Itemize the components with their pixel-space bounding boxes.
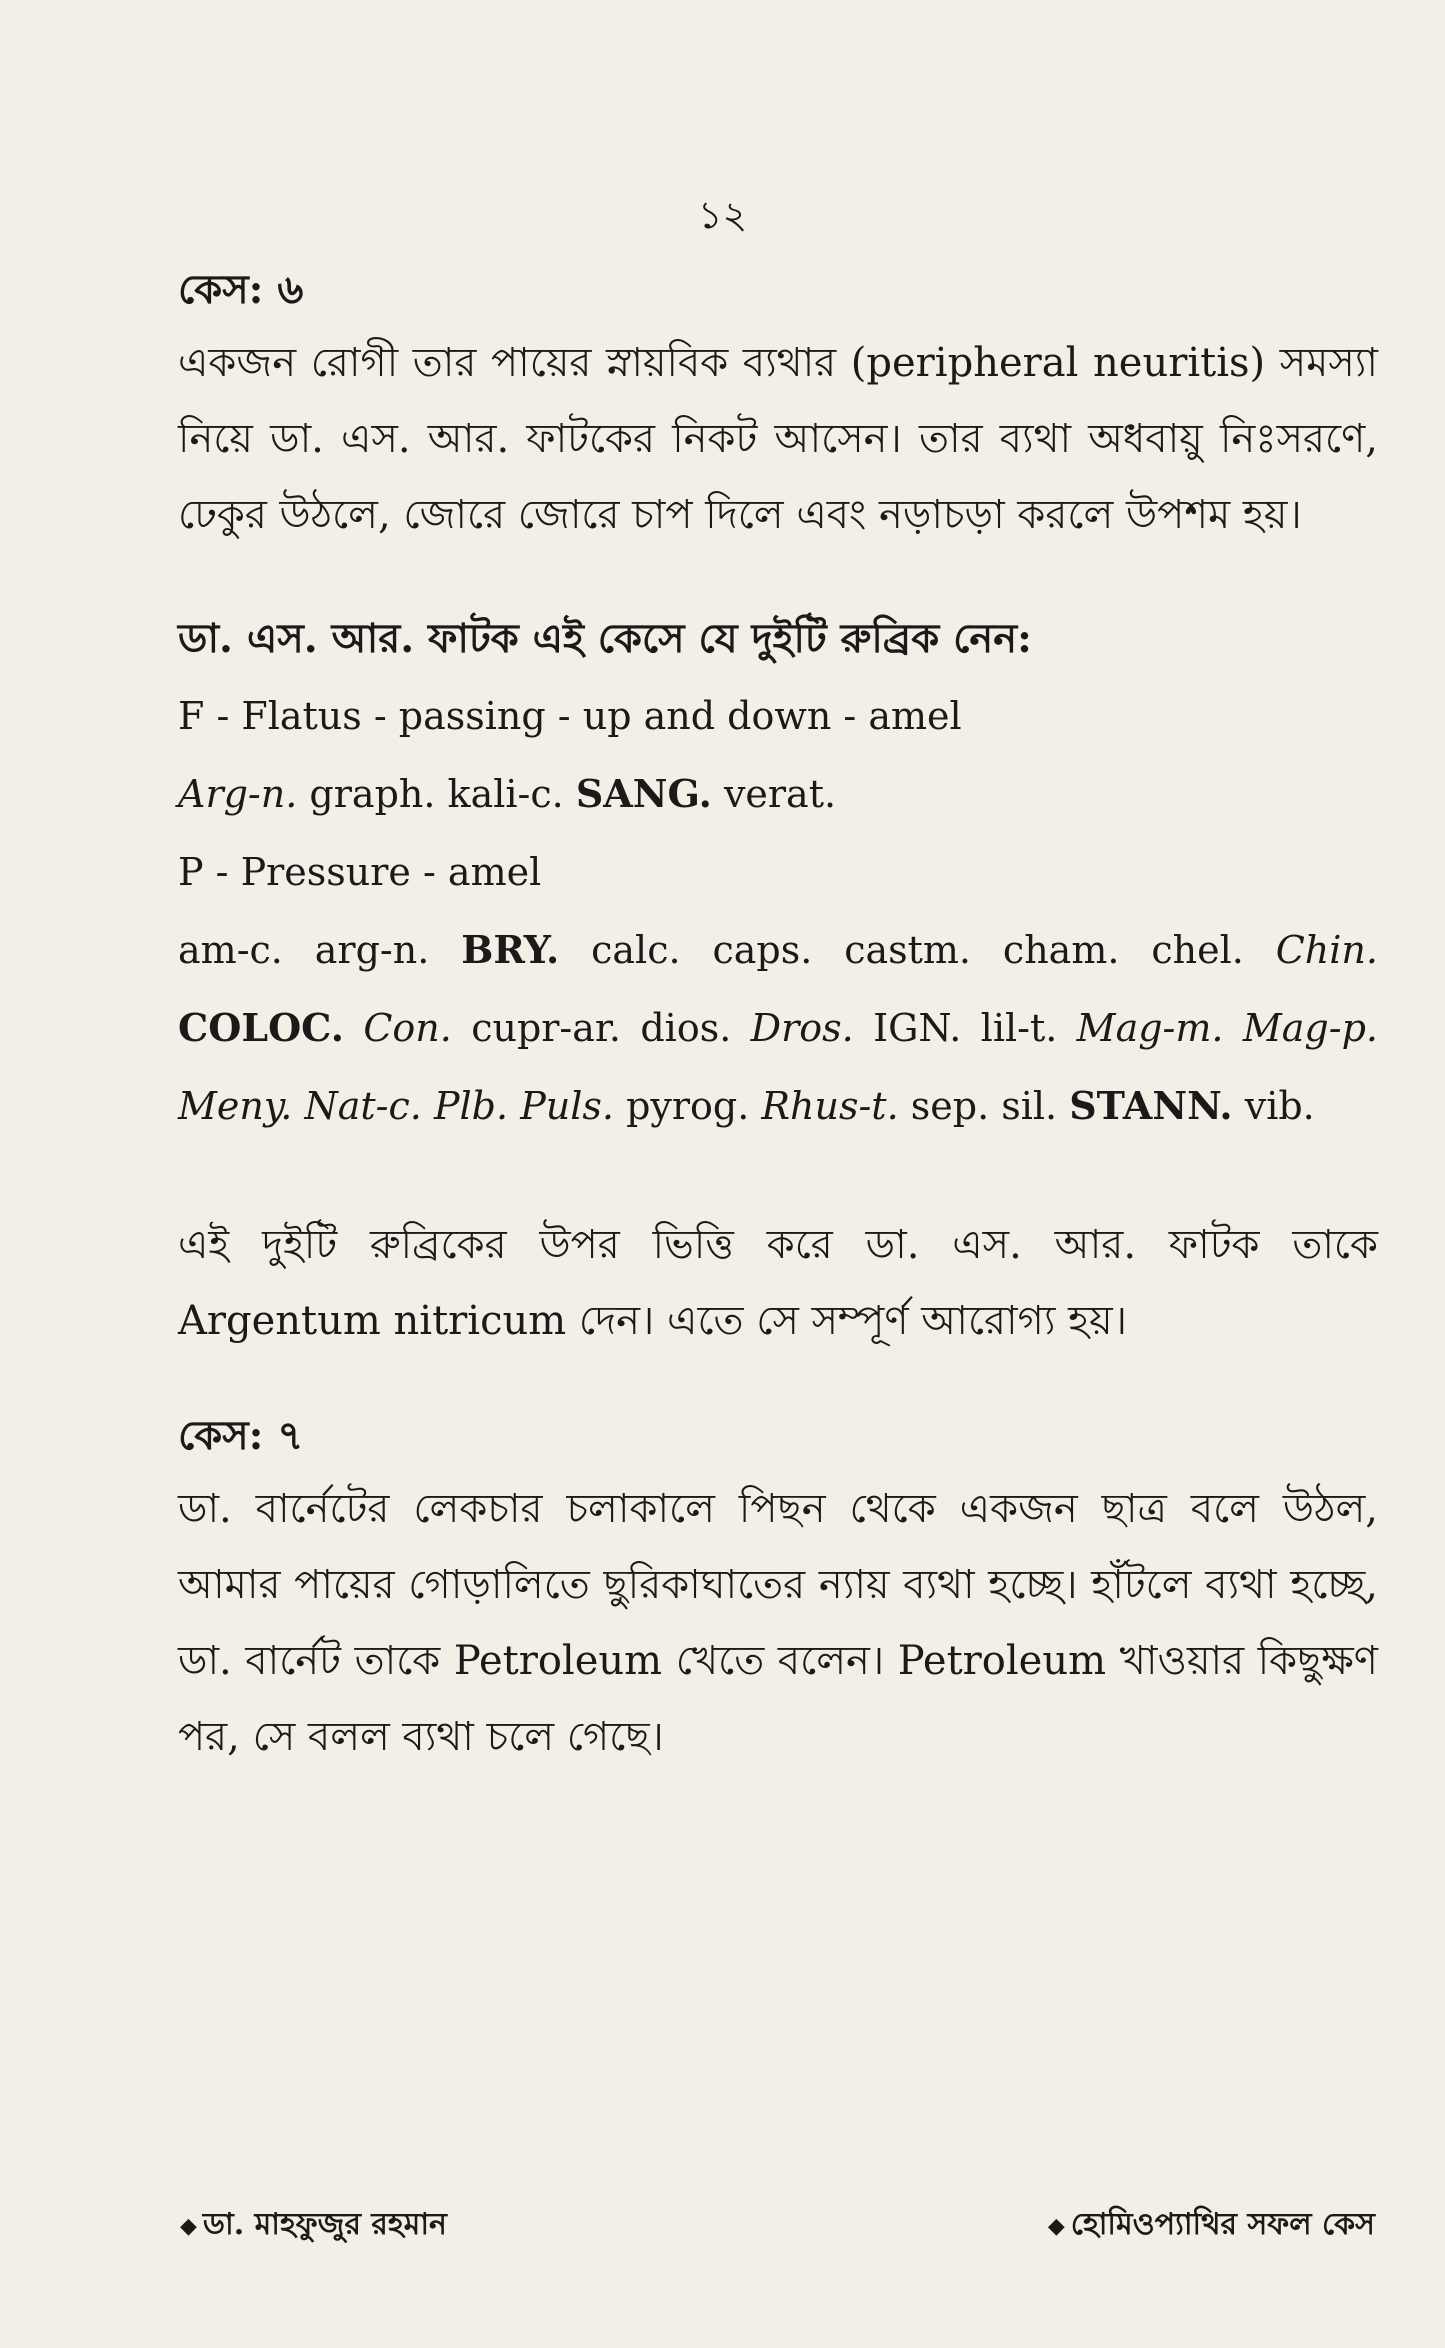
case-6-rubrics-intro: ডা. এস. আর. ফাটক এই কেসে যে দুইটি রুব্রিক নেন: <box>178 615 1032 662</box>
remedy-abbreviation: calc. <box>591 928 681 972</box>
remedy-abbreviation: STANN. <box>1069 1083 1233 1128</box>
case-6-conclusion: এই দুইটি রুব্রিকের উপর ভিত্তি করে ডা. এস. আর. ফাটক তাকে Argentum nitricum দেন। এতে সে সম্পূর্ণ আরোগ্য হয়। <box>178 1222 1378 1344</box>
remedy-abbreviation: Con. <box>363 1006 452 1050</box>
footer-book-title <box>1048 2200 1375 2251</box>
footer-author-text: ডা. মাহফুজুর রহমান <box>202 2207 447 2242</box>
remedy-abbreviation: verat. <box>723 772 837 816</box>
case-7-description: ডা. বার্নেটের লেকচার চলাকালে পিছন থেকে একজন ছাত্র বলে উঠল, আমার পায়ের গোড়ালিতে ছুরিকাঘাতের ন্যায় ব্যথা হচ্ছে। হাঁটলে ব্যথা হচ্ছে, ডা. বার্নেট তাকে Petroleum খেতে বলেন। Petroleum খাওয়ার কিছুক্ষণ পর, সে বলল ব্যথা চলে গেছে। <box>178 1486 1378 1760</box>
remedy-abbreviation: IGN. <box>873 1006 962 1050</box>
remedy-abbreviation: chel. <box>1151 928 1244 972</box>
remedy-abbreviation: Plb. <box>433 1084 509 1128</box>
remedy-abbreviation: pyrog. <box>626 1084 750 1128</box>
remedy-abbreviation: dios. <box>640 1006 732 1050</box>
remedy-abbreviation: cham. <box>1002 928 1120 972</box>
remedy-abbreviation: kali-c. <box>447 772 564 816</box>
footer-author <box>180 2200 447 2251</box>
case-6-heading: কেস: ৬ <box>178 266 304 313</box>
remedy-abbreviation: Chin. <box>1275 928 1378 972</box>
remedy-abbreviation: lil-t. <box>980 1006 1058 1050</box>
remedy-abbreviation: COLOC. <box>178 1005 344 1050</box>
remedy-abbreviation: Arg-n. <box>178 772 298 816</box>
remedy-abbreviation: sep. <box>910 1084 990 1128</box>
remedy-abbreviation: arg-n. <box>314 928 430 972</box>
diamond-bullet-icon: ◆ <box>180 2213 197 2239</box>
remedy-abbreviation: am-c. <box>178 928 283 972</box>
remedy-abbreviation: Rhus-t. <box>761 1084 899 1128</box>
remedy-abbreviation: sil. <box>1001 1084 1058 1128</box>
remedy-abbreviation: Puls. <box>520 1084 614 1128</box>
case-6-description: একজন রোগী তার পায়ের স্নায়বিক ব্যথার (peripheral neuritis) সমস্যা নিয়ে ডা. এস. আর. ফাটকের নিকট আসেন। তার ব্যথা অধবায়ু নিঃসরণে, ঢেকুর উঠলে, জোরে জোরে চাপ দিলে এবং নড়াচড়া করলে উপশম হয়। <box>178 340 1378 538</box>
remedy-abbreviation: BRY. <box>461 927 560 972</box>
remedy-abbreviation: Mag-p. <box>1242 1006 1378 1050</box>
remedy-abbreviation: vib. <box>1244 1084 1315 1128</box>
remedy-abbreviation: Mag-m. <box>1076 1006 1224 1050</box>
rubric-pressure-remedies <box>178 911 1378 1145</box>
rubric-flatus: F - Flatus - passing - up and down - amel <box>178 694 962 738</box>
remedy-abbreviation: caps. <box>712 928 813 972</box>
remedy-abbreviation: Nat-c. <box>304 1084 422 1128</box>
remedy-abbreviation: Meny. <box>178 1084 293 1128</box>
case-7-heading: কেস: ৭ <box>178 1412 304 1459</box>
remedy-abbreviation: graph. <box>309 772 436 816</box>
page-number: ১২ <box>697 193 748 237</box>
remedy-abbreviation: SANG. <box>575 771 712 816</box>
footer-book-title-text: হোমিওপ্যাথির সফল কেস <box>1070 2207 1375 2242</box>
remedy-abbreviation: Dros. <box>750 1006 854 1050</box>
rubric-flatus-remedies <box>178 755 1378 833</box>
page-content <box>178 255 1378 1775</box>
remedy-abbreviation: castm. <box>844 928 972 972</box>
rubric-pressure: P - Pressure - amel <box>178 850 542 894</box>
remedy-abbreviation: cupr-ar. <box>471 1006 621 1050</box>
diamond-bullet-icon: ◆ <box>1047 2213 1065 2239</box>
